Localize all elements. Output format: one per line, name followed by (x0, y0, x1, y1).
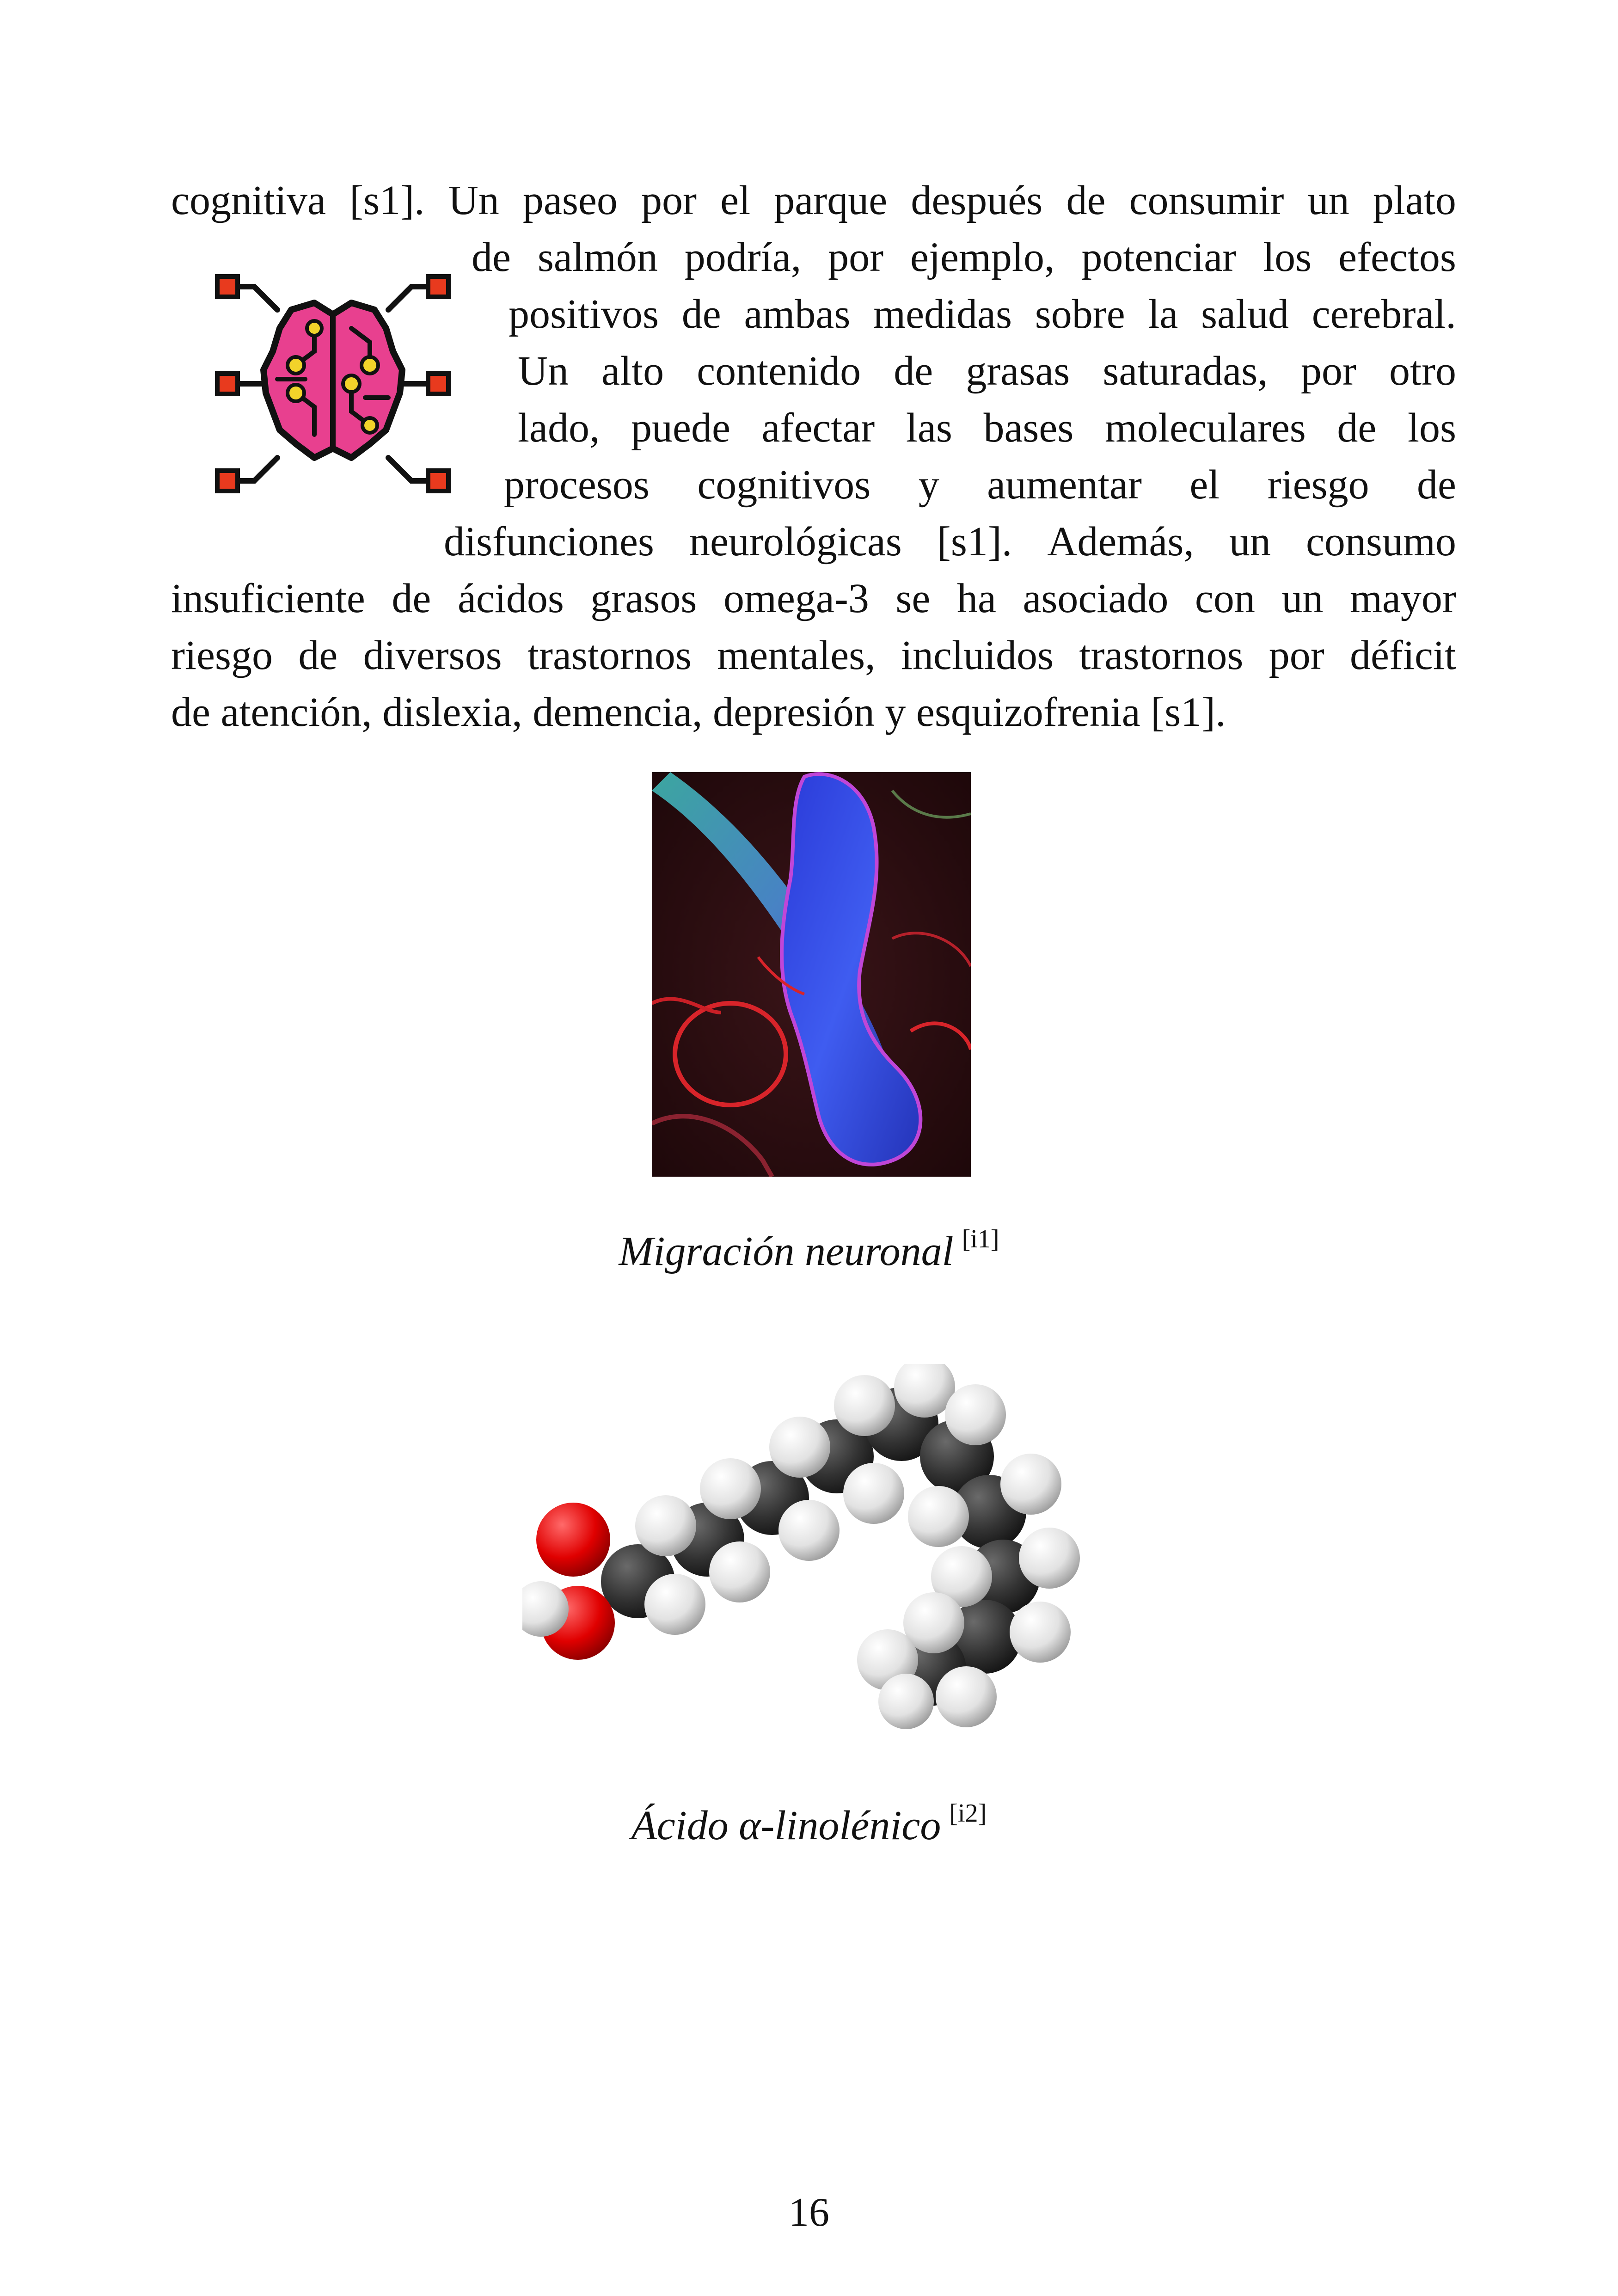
word: medidas (873, 291, 1012, 337)
word: bases (983, 405, 1074, 451)
word: por (1269, 632, 1324, 678)
word: de atención, dislexia, demencia, depresión y esquizofrenia [s1]. (171, 689, 1226, 735)
text-line (444, 513, 1456, 570)
caption-text: Migración neuronal (619, 1228, 954, 1274)
word: consumo (1305, 519, 1456, 565)
word: cerebral. (1312, 291, 1456, 337)
caption-reference: [i1] (962, 1225, 999, 1253)
word: un (1281, 576, 1324, 621)
word: los (1407, 405, 1456, 451)
word: por (641, 178, 697, 223)
word: riesgo (171, 632, 273, 678)
word: sobre (1035, 291, 1125, 337)
word: de (1417, 462, 1456, 508)
word: de (472, 234, 511, 280)
text-line (472, 229, 1456, 286)
word: cognitivos (697, 462, 871, 508)
word: asociado (1023, 576, 1169, 621)
text-line (504, 456, 1456, 513)
text-line (171, 570, 1456, 627)
word: omega-3 (723, 576, 869, 621)
word: de (298, 632, 338, 678)
word: salmón (537, 234, 658, 280)
word: efectos (1338, 234, 1456, 280)
word: ácidos (457, 576, 564, 621)
word: Un (448, 178, 499, 223)
word: ha (956, 576, 996, 621)
word: paseo (522, 178, 618, 223)
word: de (1337, 405, 1377, 451)
word: de (392, 576, 431, 621)
text-line (171, 172, 1456, 229)
word: de (894, 348, 933, 394)
text-line (509, 286, 1456, 343)
word: neurológicas (689, 519, 902, 565)
word: [s1]. (937, 519, 1012, 565)
word: insuficiente (171, 576, 365, 621)
word: de (1066, 178, 1106, 223)
word: el (1189, 462, 1220, 508)
word: las (906, 405, 952, 451)
word: cognitiva (171, 178, 326, 223)
figure-caption-2 (0, 1799, 1618, 1849)
word: puede (631, 405, 730, 451)
word: lado, (518, 405, 600, 451)
word: mayor (1349, 576, 1456, 621)
word: la (1148, 291, 1178, 337)
neuronal-migration-photo (652, 772, 971, 1177)
word: riesgo (1267, 462, 1369, 508)
word: [s1]. (349, 178, 425, 223)
word: mentales, (717, 632, 876, 678)
word: otro (1389, 348, 1456, 394)
word: incluidos (901, 632, 1054, 678)
word: el (720, 178, 751, 223)
word: alto (601, 348, 664, 394)
word: después (911, 178, 1043, 223)
word: afectar (761, 405, 875, 451)
word: se (895, 576, 931, 621)
word: grasos (590, 576, 697, 621)
text-line (518, 343, 1456, 399)
figure-caption-1 (0, 1224, 1618, 1275)
word: ambas (744, 291, 851, 337)
word: un (1307, 178, 1349, 223)
word: moleculares (1105, 405, 1306, 451)
text-line (171, 627, 1456, 684)
word: con (1195, 576, 1255, 621)
text-line (171, 684, 1226, 741)
word: déficit (1350, 632, 1456, 678)
word: parque (774, 178, 888, 223)
word: saturadas, (1103, 348, 1268, 394)
word: positivos (509, 291, 659, 337)
word: contenido (697, 348, 861, 394)
alpha-linolenic-acid-molecule (522, 1364, 1105, 1734)
word: por (828, 234, 884, 280)
word: ejemplo, (910, 234, 1055, 280)
word: un (1229, 519, 1271, 565)
brain-circuit-icon (203, 259, 462, 509)
word: consumir (1129, 178, 1284, 223)
word: y (918, 462, 939, 508)
word: por (1300, 348, 1356, 394)
word: disfunciones (444, 519, 654, 565)
word: Un (518, 348, 569, 394)
word: plato (1373, 178, 1456, 223)
word: potenciar (1081, 234, 1237, 280)
text-line (518, 399, 1456, 456)
word: trastornos (1079, 632, 1244, 678)
caption-reference: [i2] (949, 1799, 987, 1828)
word: salud (1201, 291, 1289, 337)
caption-text: Ácido α-linolénico (631, 1803, 941, 1848)
word: trastornos (527, 632, 692, 678)
word: los (1263, 234, 1312, 280)
word: procesos (504, 462, 650, 508)
word: Además, (1047, 519, 1194, 565)
word: podría, (684, 234, 802, 280)
word: grasas (966, 348, 1070, 394)
word: de (681, 291, 721, 337)
word: diversos (363, 632, 502, 678)
word: aumentar (987, 462, 1142, 508)
page-number: 16 (789, 2190, 829, 2235)
